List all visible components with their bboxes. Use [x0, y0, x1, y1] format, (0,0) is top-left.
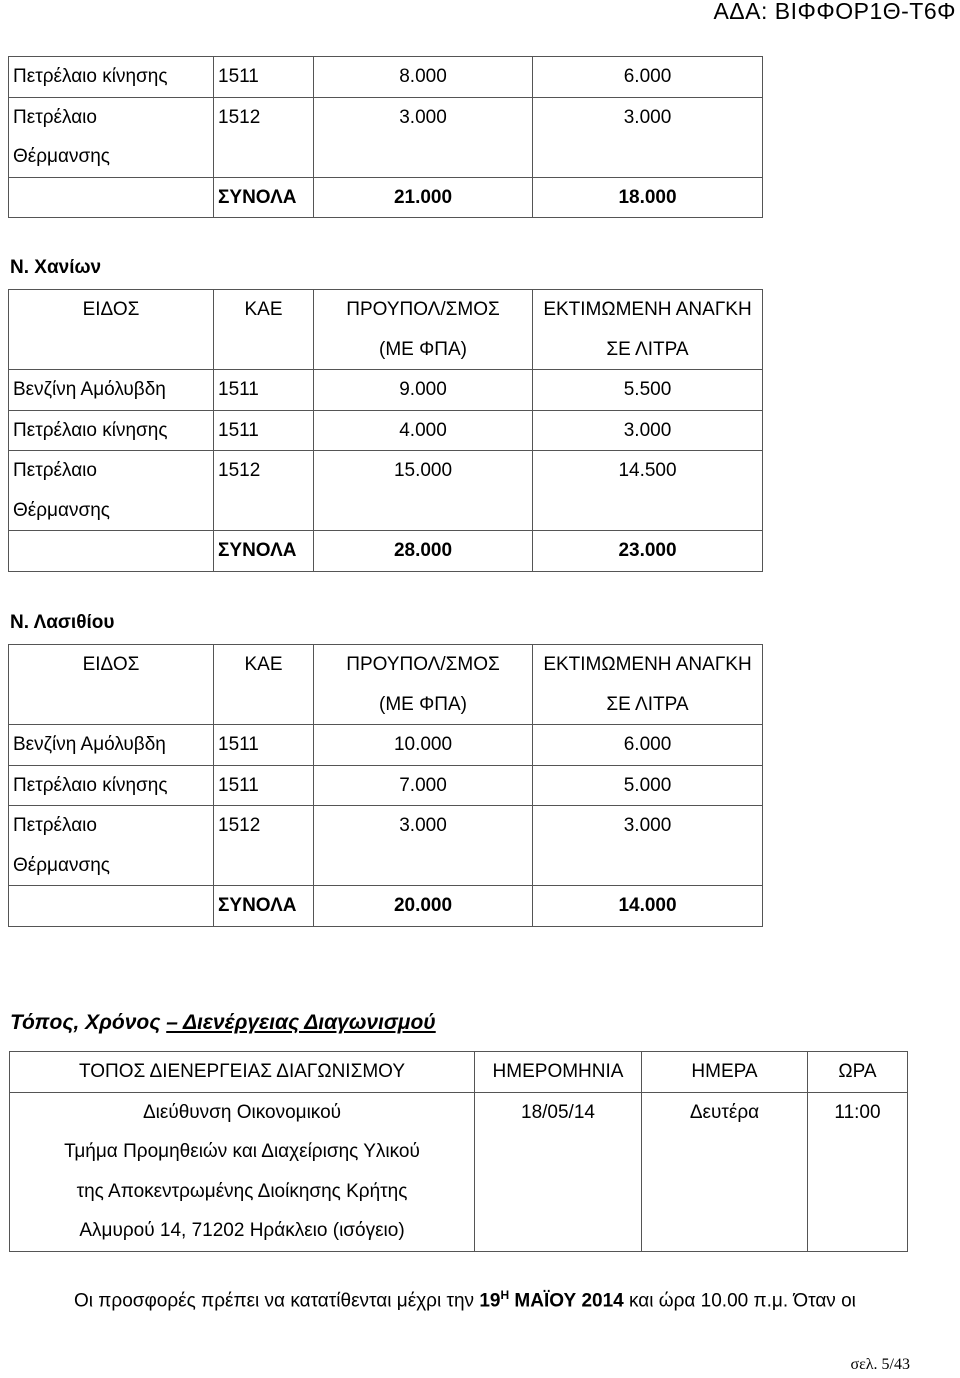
- section-title-lasithi: Ν. Λασιθίου: [10, 612, 115, 633]
- need-cell: 6.000: [533, 725, 763, 766]
- header-kind: ΕΙΔΟΣ: [9, 290, 214, 370]
- need-cell: 3.000: [533, 806, 763, 886]
- need-cell: 14.500: [533, 451, 763, 531]
- totals-row: [9, 531, 763, 572]
- header-date: ΗΜΕΡΟΜΗΝΙΑ: [475, 1052, 642, 1093]
- time-cell: 11:00: [808, 1092, 908, 1251]
- kae-cell: 1511: [214, 410, 314, 451]
- table-row: [9, 370, 763, 411]
- fuel-table-lasithi: [8, 644, 763, 927]
- submission-deadline-text: Οι προσφορές πρέπει να κατατίθενται μέχρι την $19^H$ ΜΑΪΟΥ 2014 και ώρα 10.00 π.μ. Όταν οι: [74, 1288, 856, 1312]
- budget-cell: 7.000: [314, 765, 533, 806]
- page-number: σελ. 5/43: [850, 1356, 910, 1373]
- table-row: [9, 451, 763, 531]
- table-row: [9, 725, 763, 766]
- table-row: [10, 1092, 908, 1251]
- table-row: [9, 97, 763, 177]
- budget-cell: 9.000: [314, 370, 533, 411]
- table-row: [9, 57, 763, 98]
- header-budget: ΠΡΟΥΠΟΛ/ΣΜΟΣ (ΜΕ ΦΠΑ): [314, 645, 533, 725]
- totals-row: [9, 177, 763, 218]
- kind-cell: Πετρέλαιο Θέρμανσης: [9, 806, 214, 886]
- kae-cell: 1512: [214, 806, 314, 886]
- fuel-table-chania: [8, 289, 763, 572]
- budget-cell: 3.000: [314, 806, 533, 886]
- header-need: ΕΚΤΙΜΩΜΕΝΗ ΑΝΑΓΚΗ ΣΕ ΛΙΤΡΑ: [533, 645, 763, 725]
- totals-budget: 21.000: [314, 177, 533, 218]
- header-day: ΗΜΕΡΑ: [642, 1052, 808, 1093]
- kae-cell: 1511: [214, 725, 314, 766]
- venue-section-title: Τόπος, Χρόνος – Διενέργειας Διαγωνισμού: [10, 1011, 436, 1034]
- need-cell: 3.000: [533, 410, 763, 451]
- budget-cell: 15.000: [314, 451, 533, 531]
- document-code: ΑΔΑ: ΒΙΦΦΟΡ1Θ-Τ6Φ: [713, 0, 956, 24]
- table-row: [9, 410, 763, 451]
- totals-need: 18.000: [533, 177, 763, 218]
- table-header-row: [10, 1052, 908, 1093]
- need-cell: 6.000: [533, 57, 763, 98]
- kae-cell: 1511: [214, 57, 314, 98]
- header-kind: ΕΙΔΟΣ: [9, 645, 214, 725]
- budget-cell: 8.000: [314, 57, 533, 98]
- kind-cell: Βενζίνη Αμόλυβδη: [9, 725, 214, 766]
- date-cell: 18/05/14: [475, 1092, 642, 1251]
- need-cell: 3.000: [533, 97, 763, 177]
- day-cell: Δευτέρα: [642, 1092, 808, 1251]
- table-header-row: [9, 645, 763, 725]
- totals-label: ΣΥΝΟΛΑ: [214, 886, 314, 927]
- totals-row: [9, 886, 763, 927]
- header-budget: ΠΡΟΥΠΟΛ/ΣΜΟΣ (ΜΕ ΦΠΑ): [314, 290, 533, 370]
- totals-label: ΣΥΝΟΛΑ: [214, 177, 314, 218]
- totals-need: 23.000: [533, 531, 763, 572]
- need-cell: 5.000: [533, 765, 763, 806]
- venue-table: [9, 1051, 908, 1252]
- header-kae: ΚΑΕ: [214, 645, 314, 725]
- fuel-table-heraklion-end: [8, 56, 763, 218]
- section-title-chania: Ν. Χανίων: [10, 257, 102, 278]
- header-need: ΕΚΤΙΜΩΜΕΝΗ ΑΝΑΓΚΗ ΣΕ ΛΙΤΡΑ: [533, 290, 763, 370]
- table-row: [9, 806, 763, 886]
- kind-cell: Πετρέλαιο Θέρμανσης: [9, 451, 214, 531]
- totals-budget: 20.000: [314, 886, 533, 927]
- budget-cell: 4.000: [314, 410, 533, 451]
- table-header-row: [9, 290, 763, 370]
- header-kae: ΚΑΕ: [214, 290, 314, 370]
- totals-need: 14.000: [533, 886, 763, 927]
- kae-cell: 1512: [214, 97, 314, 177]
- kind-cell: Πετρέλαιο κίνησης: [9, 57, 214, 98]
- kae-cell: 1512: [214, 451, 314, 531]
- kae-cell: 1511: [214, 765, 314, 806]
- budget-cell: 3.000: [314, 97, 533, 177]
- kae-cell: 1511: [214, 370, 314, 411]
- header-place: ΤΟΠΟΣ ΔΙΕΝΕΡΓΕΙΑΣ ΔΙΑΓΩΝΙΣΜΟΥ: [10, 1052, 475, 1093]
- need-cell: 5.500: [533, 370, 763, 411]
- kind-cell: Πετρέλαιο κίνησης: [9, 410, 214, 451]
- kind-cell: Πετρέλαιο κίνησης: [9, 765, 214, 806]
- header-time: ΩΡΑ: [808, 1052, 908, 1093]
- place-cell: Διεύθυνση Οικονομικού Τμήμα Προμηθειών και Διαχείρισης Υλικού της Αποκεντρωμένης Διοίκησης Κρήτης Αλμυρού 14, 71202 Ηράκλειο (ισόγειο): [10, 1092, 475, 1251]
- totals-budget: 28.000: [314, 531, 533, 572]
- kind-cell: Πετρέλαιο Θέρμανσης: [9, 97, 214, 177]
- table-row: [9, 765, 763, 806]
- kind-cell: Βενζίνη Αμόλυβδη: [9, 370, 214, 411]
- totals-label: ΣΥΝΟΛΑ: [214, 531, 314, 572]
- budget-cell: 10.000: [314, 725, 533, 766]
